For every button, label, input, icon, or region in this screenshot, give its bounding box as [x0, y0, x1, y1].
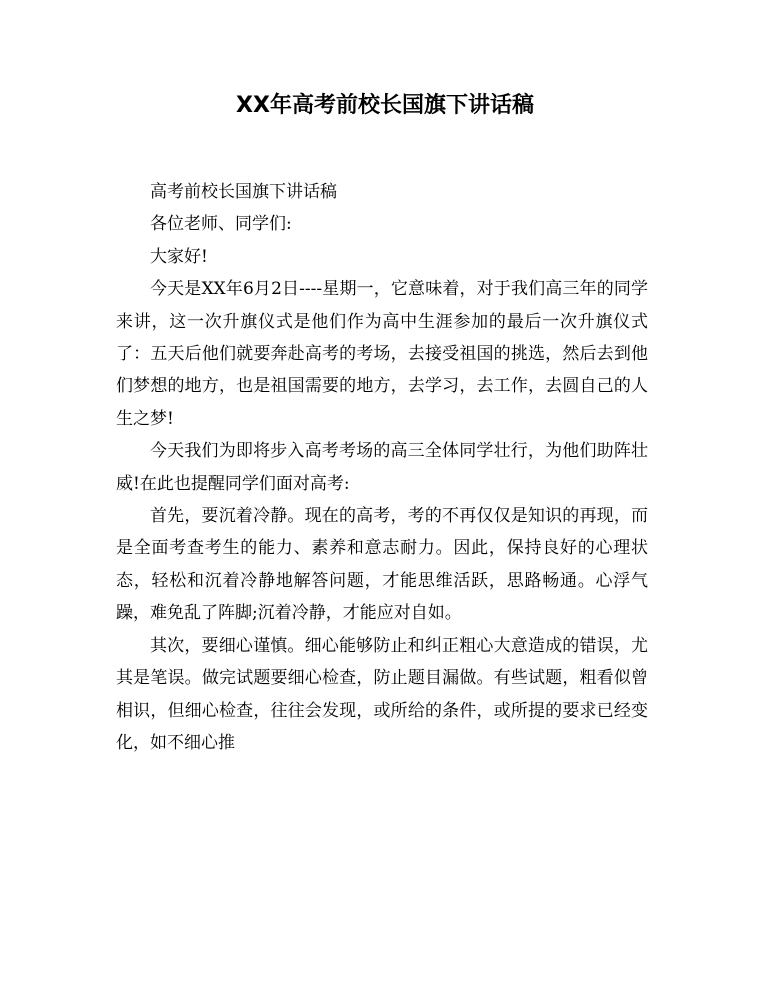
paragraph: 其次，要细心谨慎。细心能够防止和纠正粗心大意造成的错误，尤其是笔误。做完试题要细心检查，防止题目漏做。有些试题，粗看似曾相识，但细心检查，往往会发现，或所给的条件，或所提的要求已经变化，如不细心推 — [116, 635, 648, 753]
document-title: XX年高考前校长国旗下讲话稿 — [236, 93, 534, 118]
paragraph: 今天是XX年6月2日----星期一，它意味着，对于我们高三年的同学来讲，这一次升旗仪式是他们作为高中生涯参加的最后一次升旗仪式了：五天后他们就要奔赴高考的考场，去接受祖国的挑选，然后去到他们梦想的地方，也是祖国需要的地方，去学习，去工作，去圆自己的人生之梦! — [116, 279, 648, 429]
paragraph-heading: 高考前校长国旗下讲话稿 — [150, 182, 337, 202]
paragraph-salutation: 各位老师、同学们: — [150, 214, 292, 235]
paragraph: 今天我们为即将步入高考考场的高三全体同学壮行，为他们助阵壮威!在此也提醒同学们面对高考: — [116, 441, 648, 494]
paragraph-greeting: 大家好! — [150, 246, 208, 267]
document-body — [116, 176, 648, 759]
paragraph: 首先，要沉着冷静。现在的高考，考的不再仅仅是知识的再现，而是全面考查考生的能力、素养和意志耐力。因此，保持良好的心理状态，轻松和沉着冷静地解答问题，才能思维活跃，思路畅通。心浮气躁，难免乱了阵脚;沉着冷静，才能应对自如。 — [116, 506, 648, 624]
